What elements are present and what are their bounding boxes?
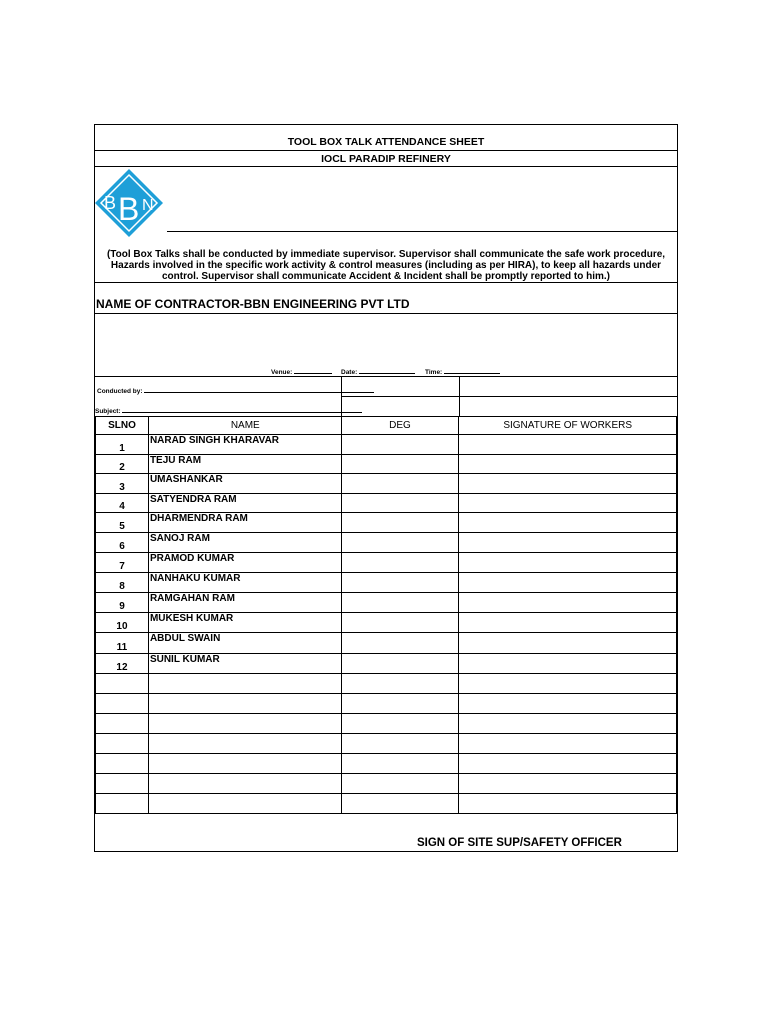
- table-row: [96, 513, 677, 533]
- table-row: [96, 573, 677, 593]
- empty-cell[interactable]: [459, 774, 677, 794]
- worker-name-cell: NARAD SINGH KHARAVAR: [148, 435, 341, 455]
- table-row: [96, 494, 677, 513]
- time-field: [425, 367, 500, 376]
- table-row: [96, 455, 677, 474]
- table-row: [96, 633, 677, 654]
- empty-cell[interactable]: [148, 674, 341, 694]
- deg-cell[interactable]: [341, 474, 459, 494]
- slno-cell: 2: [96, 455, 149, 474]
- empty-cell[interactable]: [148, 714, 341, 734]
- deg-cell[interactable]: [341, 573, 459, 593]
- deg-cell[interactable]: [341, 533, 459, 553]
- date-field: [341, 367, 415, 376]
- empty-cell[interactable]: [341, 674, 459, 694]
- sheet-subtitle: IOCL PARADIP REFINERY: [321, 153, 451, 165]
- slno-cell: 11: [96, 633, 149, 654]
- table-row: [96, 694, 677, 714]
- slno-cell: 8: [96, 573, 149, 593]
- empty-cell[interactable]: [96, 674, 149, 694]
- deg-cell[interactable]: [341, 513, 459, 533]
- worker-name-cell: SANOJ RAM: [148, 533, 341, 553]
- empty-cell[interactable]: [96, 774, 149, 794]
- empty-cell[interactable]: [96, 714, 149, 734]
- empty-cell[interactable]: [96, 754, 149, 774]
- table-header-row: [96, 417, 677, 435]
- deg-cell[interactable]: [341, 654, 459, 674]
- empty-cell[interactable]: [459, 794, 677, 814]
- venue-label: Venue:: [271, 369, 293, 376]
- logo-letter: N: [142, 197, 154, 214]
- deg-cell[interactable]: [341, 553, 459, 573]
- subject-line[interactable]: [122, 406, 362, 413]
- signature-cell[interactable]: [459, 593, 677, 613]
- logo-letter: B: [104, 193, 117, 213]
- divider: [95, 313, 677, 314]
- table-row: [96, 613, 677, 633]
- table-row: [96, 474, 677, 494]
- empty-cell[interactable]: [341, 694, 459, 714]
- worker-name-cell: SUNIL KUMAR: [148, 654, 341, 674]
- signature-cell[interactable]: [459, 513, 677, 533]
- time-label: Time:: [425, 369, 443, 376]
- worker-name-cell: NANHAKU KUMAR: [148, 573, 341, 593]
- attendance-table: [95, 416, 677, 814]
- signature-cell[interactable]: [459, 455, 677, 474]
- venue-line[interactable]: [294, 367, 332, 374]
- signature-cell[interactable]: [459, 613, 677, 633]
- worker-name-cell: PRAMOD KUMAR: [148, 553, 341, 573]
- signature-cell[interactable]: [459, 533, 677, 553]
- deg-cell[interactable]: [341, 633, 459, 654]
- signature-cell[interactable]: [459, 654, 677, 674]
- worker-name-cell: ABDUL SWAIN: [148, 633, 341, 654]
- slno-cell: 9: [96, 593, 149, 613]
- empty-cell[interactable]: [148, 774, 341, 794]
- contractor-name: NAME OF CONTRACTOR-BBN ENGINEERING PVT LTD: [96, 297, 410, 311]
- table-row: [96, 774, 677, 794]
- empty-cell[interactable]: [341, 734, 459, 754]
- slno-cell: 7: [96, 553, 149, 573]
- table-row: [96, 654, 677, 674]
- conducted-by-label: Conducted by:: [97, 388, 143, 395]
- table-row: [96, 754, 677, 774]
- bbn-logo: [95, 167, 165, 239]
- slno-cell: 5: [96, 513, 149, 533]
- worker-name-cell: UMASHANKAR: [148, 474, 341, 494]
- signature-cell[interactable]: [459, 553, 677, 573]
- empty-cell[interactable]: [459, 754, 677, 774]
- empty-cell[interactable]: [148, 794, 341, 814]
- deg-cell[interactable]: [341, 593, 459, 613]
- table-row: [96, 533, 677, 553]
- date-line[interactable]: [359, 367, 415, 374]
- venue-field: [271, 367, 332, 376]
- table-row: [96, 794, 677, 814]
- table-row: [96, 553, 677, 573]
- empty-cell[interactable]: [148, 754, 341, 774]
- signature-cell[interactable]: [459, 474, 677, 494]
- empty-cell[interactable]: [96, 794, 149, 814]
- sheet-title: TOOL BOX TALK ATTENDANCE SHEET: [287, 136, 485, 148]
- subject-field: [95, 406, 362, 415]
- slno-cell: 12: [96, 654, 149, 674]
- col-header-deg: DEG: [341, 417, 459, 435]
- divider: [95, 282, 677, 283]
- deg-cell[interactable]: [341, 435, 459, 455]
- signature-cell[interactable]: [459, 633, 677, 654]
- worker-name-cell: DHARMENDRA RAM: [148, 513, 341, 533]
- slno-cell: 4: [96, 494, 149, 513]
- empty-cell[interactable]: [96, 694, 149, 714]
- time-line[interactable]: [444, 367, 500, 374]
- table-row: [96, 714, 677, 734]
- signature-cell[interactable]: [459, 435, 677, 455]
- empty-cell[interactable]: [148, 694, 341, 714]
- divider: [95, 166, 677, 167]
- table-row: [96, 734, 677, 754]
- col-header-signature: SIGNATURE OF WORKERS: [459, 417, 677, 435]
- date-label: Date:: [341, 369, 358, 376]
- empty-cell[interactable]: [341, 714, 459, 734]
- table-row: [96, 435, 677, 455]
- empty-cell[interactable]: [341, 774, 459, 794]
- empty-cell[interactable]: [96, 734, 149, 754]
- worker-name-cell: MUKESH KUMAR: [148, 613, 341, 633]
- logo-underline: [167, 231, 677, 232]
- site-supervisor-sign-label: SIGN OF SITE SUP/SAFETY OFFICER: [417, 837, 622, 849]
- divider: [341, 396, 677, 397]
- empty-cell[interactable]: [459, 674, 677, 694]
- deg-cell[interactable]: [341, 613, 459, 633]
- deg-cell[interactable]: [341, 494, 459, 513]
- empty-cell[interactable]: [459, 734, 677, 754]
- worker-name-cell: RAMGAHAN RAM: [148, 593, 341, 613]
- slno-cell: 10: [96, 613, 149, 633]
- empty-cell[interactable]: [341, 794, 459, 814]
- signature-cell[interactable]: [459, 494, 677, 513]
- col-header-name: NAME: [148, 417, 341, 435]
- empty-cell[interactable]: [341, 754, 459, 774]
- worker-name-cell: TEJU RAM: [148, 455, 341, 474]
- empty-cell[interactable]: [459, 694, 677, 714]
- attendance-sheet: [94, 124, 678, 852]
- signature-cell[interactable]: [459, 573, 677, 593]
- divider: [95, 376, 677, 377]
- deg-cell[interactable]: [341, 455, 459, 474]
- conducted-by-field: [97, 386, 374, 395]
- instruction-note: (Tool Box Talks shall be conducted by immediate supervisor. Supervisor shall communicate the safe work procedure, Hazards involved in the specific work activity & control measures (including as per HIRA), to keep all hazards under control. Supervisor shall communicate Accident & Incident shall be promptly reported to him.): [106, 249, 666, 282]
- worker-name-cell: SATYENDRA RAM: [148, 494, 341, 513]
- logo-letter: B: [118, 191, 140, 227]
- empty-cell[interactable]: [148, 734, 341, 754]
- empty-cell[interactable]: [459, 714, 677, 734]
- table-row: [96, 674, 677, 694]
- slno-cell: 1: [96, 435, 149, 455]
- table-row: [96, 593, 677, 613]
- subject-label: Subject:: [95, 408, 121, 415]
- conducted-by-line[interactable]: [144, 386, 374, 393]
- col-header-slno: SLNO: [96, 417, 149, 435]
- slno-cell: 3: [96, 474, 149, 494]
- slno-cell: 6: [96, 533, 149, 553]
- divider: [95, 150, 677, 151]
